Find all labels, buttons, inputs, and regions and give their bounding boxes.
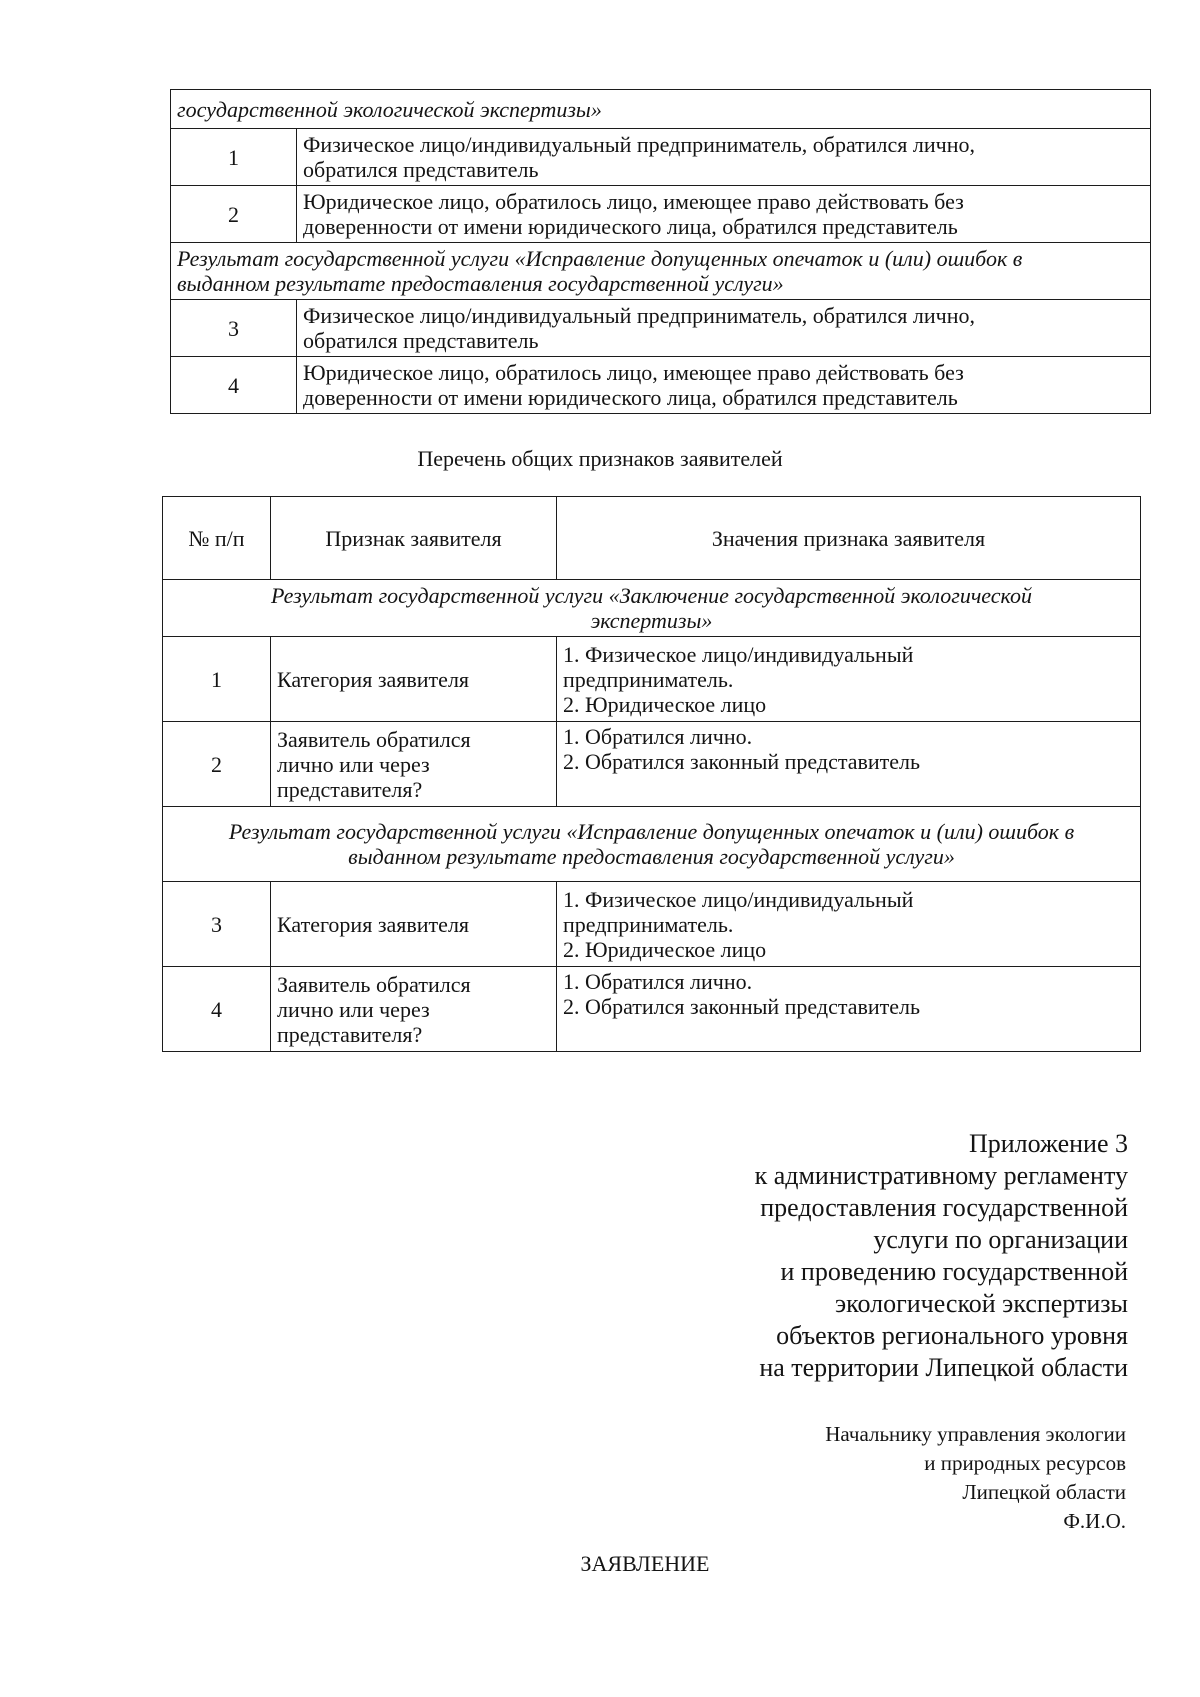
text-line: предприниматель. [563, 666, 734, 692]
text-line: Приложение 3 [968, 1129, 1128, 1158]
variant-description [297, 357, 1151, 414]
row-number: 4 [171, 357, 297, 414]
table-row [171, 90, 1151, 129]
table-row [171, 243, 1151, 300]
text-line: и природных ресурсов [924, 1451, 1126, 1475]
addressee-block [526, 1420, 1126, 1536]
text-line: доверенности от имени юридического лица, обратился представитель [303, 385, 958, 410]
section-label [163, 580, 1141, 637]
text-line: Результат государственной услуги «Заключение государственной экологической [270, 583, 1033, 608]
text-line: 2. Юридическое лицо [563, 936, 767, 962]
variant-description [297, 186, 1151, 243]
text-line: услуги по организации [873, 1225, 1128, 1254]
text-line: Физическое лицо/индивидуальный предприниматель, обратился лично, [303, 132, 975, 157]
header-sign: Признак заявителя [271, 497, 557, 580]
row-number: 1 [163, 637, 271, 722]
text-line: Результат государственной услуги «Исправление допущенных опечаток и (или) ошибок в [228, 819, 1075, 844]
text-line: экологической экспертизы [834, 1289, 1128, 1318]
section-label [171, 243, 1151, 300]
text-line: на территории Липецкой области [759, 1353, 1128, 1382]
table-row [163, 882, 1141, 967]
text-line: 1. Обратился лично. [563, 724, 753, 749]
sign-cell [271, 882, 557, 967]
table-row [163, 967, 1141, 1052]
text-line: 1. Обратился лично. [563, 969, 753, 994]
sign-cell [271, 967, 557, 1052]
table-row [163, 637, 1141, 722]
sign-cell [271, 637, 557, 722]
list-title: Перечень общих признаков заявителей [417, 446, 783, 471]
text-line: предоставления государственной [760, 1193, 1128, 1222]
statement-title: ЗАЯВЛЕНИЕ [580, 1551, 710, 1576]
text-line: Категория заявителя [277, 666, 470, 692]
header-values: Значения признака заявителя [557, 497, 1141, 580]
text-line: 1. Физическое лицо/индивидуальный [563, 886, 914, 912]
text-line: представителя? [277, 776, 423, 802]
header-number: № п/п [163, 497, 271, 580]
values-cell [557, 882, 1141, 967]
text-line: Юридическое лицо, обратилось лицо, имеющее право действовать без [303, 189, 964, 214]
text-line: Заявитель обратился [277, 971, 471, 997]
table-row [163, 807, 1141, 882]
text-line: 1. Физическое лицо/индивидуальный [563, 641, 914, 667]
values-cell [557, 722, 1141, 807]
text-line: Липецкой области [962, 1480, 1126, 1504]
text-line: 2. Юридическое лицо [563, 691, 767, 717]
text-line: Категория заявителя [277, 911, 470, 937]
values-cell [557, 967, 1141, 1052]
text-line: Заявитель обратился [277, 726, 471, 752]
text-line: 2. Обратился законный представитель [563, 749, 921, 774]
text-line: лично или через [277, 996, 430, 1022]
text-line: представителя? [277, 1021, 423, 1047]
applicant-signs-table [162, 496, 1141, 1052]
text-line: объектов регионального уровня [776, 1321, 1128, 1350]
text-line: Физическое лицо/индивидуальный предприниматель, обратился лично, [303, 303, 975, 328]
variant-description [297, 300, 1151, 357]
applicant-variants-table [170, 89, 1151, 414]
text-line: Результат государственной услуги «Исправление допущенных опечаток и (или) ошибок в [177, 246, 1023, 271]
text-line: Ф.И.О. [1063, 1509, 1126, 1533]
text-line: 2. Обратился законный представитель [563, 994, 921, 1019]
row-number: 3 [171, 300, 297, 357]
table-row [163, 580, 1141, 637]
table-row [171, 357, 1151, 414]
sign-cell [271, 722, 557, 807]
row-number: 2 [163, 722, 271, 807]
table-header-row [163, 497, 1141, 580]
table-row [171, 129, 1151, 186]
text-line: обратился представитель [303, 328, 539, 353]
text-line: экспертизы» [590, 608, 713, 633]
text-line: Начальнику управления экологии [825, 1422, 1126, 1446]
text-line: предприниматель. [563, 911, 734, 937]
text-line: к административному регламенту [754, 1161, 1128, 1190]
row-number: 3 [163, 882, 271, 967]
variant-description [297, 129, 1151, 186]
section-label [163, 807, 1141, 882]
row-number: 1 [171, 129, 297, 186]
text-line: обратился представитель [303, 157, 539, 182]
section-continuation-label: государственной экологической экспертизы» [171, 90, 1151, 129]
row-number: 2 [171, 186, 297, 243]
text-line: доверенности от имени юридического лица, обратился представитель [303, 214, 958, 239]
appendix-heading [528, 1128, 1128, 1384]
text-line: лично или через [277, 751, 430, 777]
table-row [163, 722, 1141, 807]
table-row [171, 300, 1151, 357]
text-line: выданном результате предоставления государственной услуги» [177, 271, 784, 296]
row-number: 4 [163, 967, 271, 1052]
text-line: и проведению государственной [780, 1257, 1128, 1286]
values-cell [557, 637, 1141, 722]
table-row [171, 186, 1151, 243]
text-line: Юридическое лицо, обратилось лицо, имеющее право действовать без [303, 360, 964, 385]
text-line: выданном результате предоставления государственной услуги» [348, 844, 955, 869]
